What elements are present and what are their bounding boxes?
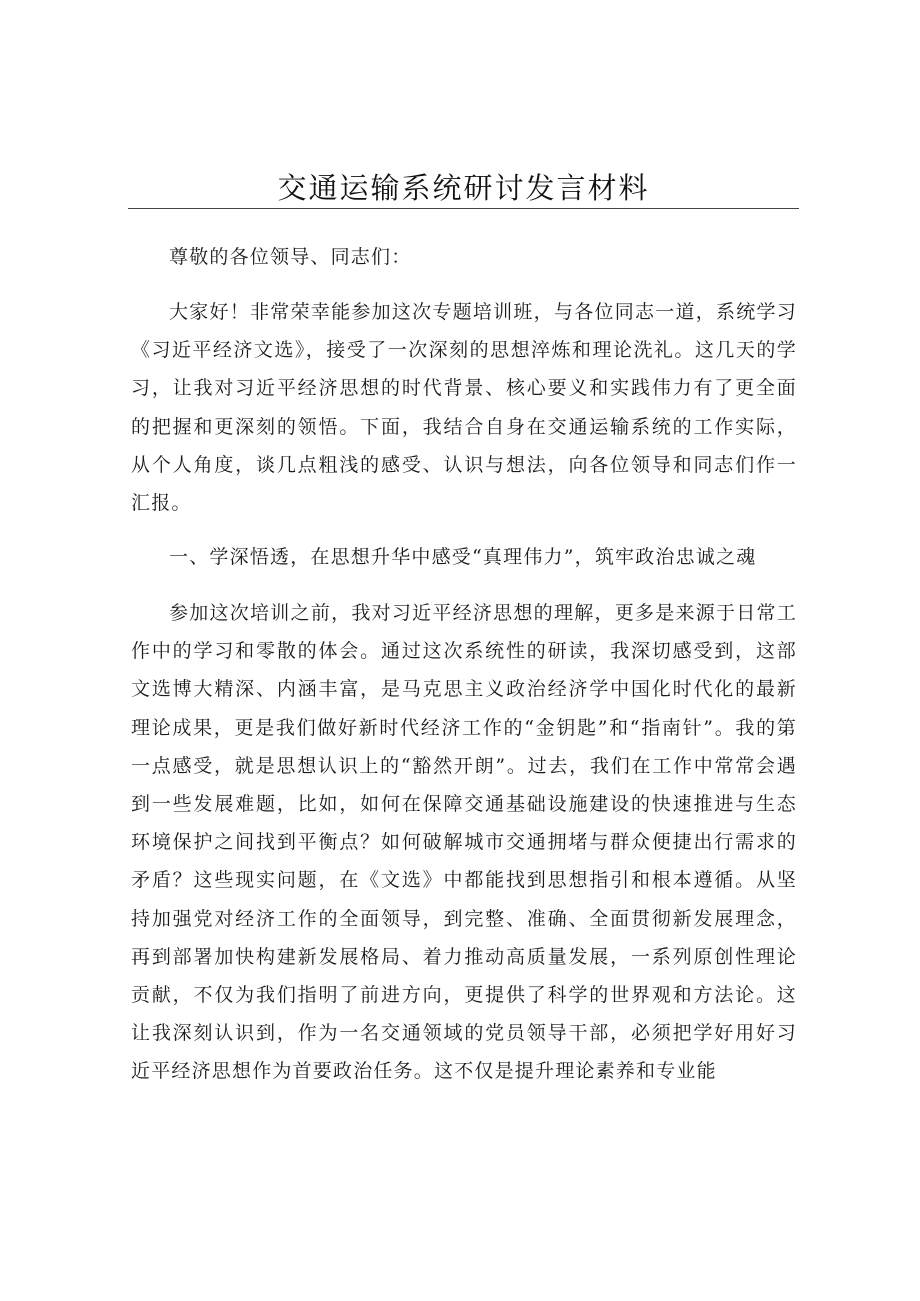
title-underline [128,208,799,209]
document-title: 交通运输系统研讨发言材料 [277,171,650,205]
paragraph-body: 参加这次培训之前，我对习近平经济思想的理解，更多是来源于日常工作中的学习和零散的体会。通过这次系统性的研读，我深切感受到，这部文选博大精深、内涵丰富，是马克思主义政治经济学中国化时代化的最新理论成果，更是我们做好新时代经济工作的“金钥匙”和“指南针”。我的第一点感受，就是思想认识上的“豁然开朗”。过去，我们在工作中常常会遇到一些发展难题，比如，如何在保障交通基础设施建设的快速推进与生态环境保护之间找到平衡点？如何破解城市交通拥堵与群众便捷出行需求的矛盾？这些现实问题，在《文选》中都能找到思想指引和根本遵循。从坚持加强党对经济工作的全面领导，到完整、准确、全面贯彻新发展理念，再到部署加快构建新发展格局、着力推动高质量发展，一系列原创性理论贡献，不仅为我们指明了前进方向，更提供了科学的世界观和方法论。这让我深刻认识到，作为一名交通领域的党员领导干部，必须把学好用好习近平经济思想作为首要政治任务。这不仅是提升理论素养和专业能 [131,602,797,1083]
paragraph-intro: 大家好！非常荣幸能参加这次专题培训班，与各位同志一道，系统学习《习近平经济文选》，接受了一次深刻的思想淬炼和理论洗礼。这几天的学习，让我对习近平经济思想的时代背景、核心要义和实践伟力有了更全面的把握和更深刻的领悟。下面，我结合自身在交通运输系统的工作实际，从个人角度，谈几点粗浅的感受、认识与想法，向各位领导和同志们作一汇报。 [131,301,797,515]
salutation: 尊敬的各位领导、同志们： [169,246,412,268]
section-heading: 一、学深悟透，在思想升华中感受“真理伟力”，筑牢政治忠诚之魂 [169,546,757,568]
